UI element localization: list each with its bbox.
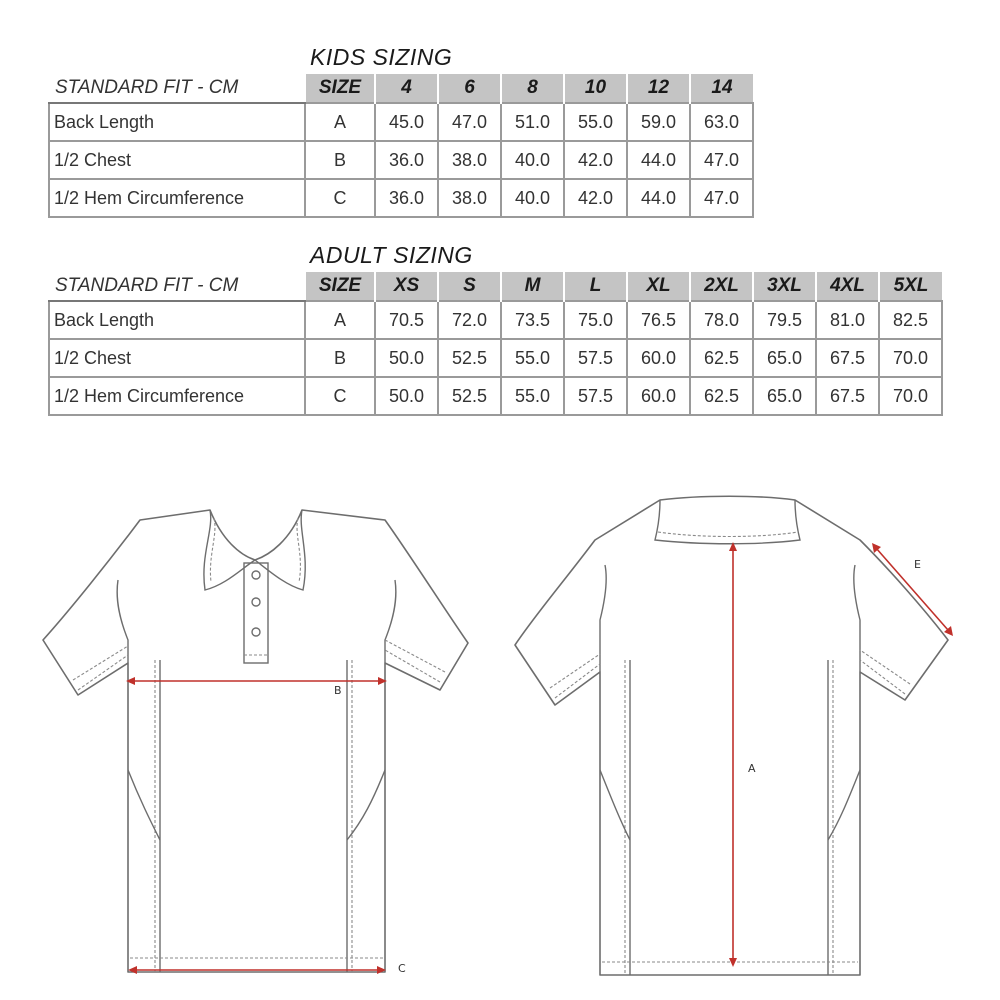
measurement-label: 1/2 Hem Circumference	[49, 377, 305, 415]
measurement-code: A	[305, 301, 375, 339]
label-a: A	[748, 762, 756, 775]
adult-size-col-header: XL	[627, 272, 690, 301]
adult-sizing-title: ADULT SIZING	[310, 242, 473, 268]
measurement-value: 55.0	[501, 377, 564, 415]
measurement-value: 72.0	[438, 301, 501, 339]
measurement-value: 50.0	[375, 377, 438, 415]
measurement-code: B	[305, 141, 375, 179]
adult-size-col-header: 2XL	[690, 272, 753, 301]
kids-header-row	[49, 74, 753, 103]
table-row	[49, 179, 753, 217]
kids-sizing-title: KIDS SIZING	[310, 44, 453, 70]
measurement-value: 38.0	[438, 179, 501, 217]
adult-size-table	[48, 272, 943, 416]
table-row	[49, 103, 753, 141]
measurement-label: Back Length	[49, 301, 305, 339]
measurement-value: 55.0	[564, 103, 627, 141]
measurement-value: 75.0	[564, 301, 627, 339]
measurement-value: 47.0	[438, 103, 501, 141]
kids-size-header: SIZE	[305, 74, 375, 103]
measurement-value: 57.5	[564, 339, 627, 377]
measurement-label: 1/2 Chest	[49, 339, 305, 377]
measurement-value: 60.0	[627, 377, 690, 415]
measurement-code: C	[305, 377, 375, 415]
measurement-value: 67.5	[816, 339, 879, 377]
measurement-value: 70.5	[375, 301, 438, 339]
measurement-value: 55.0	[501, 339, 564, 377]
measurement-value: 76.5	[627, 301, 690, 339]
measurement-value: 40.0	[501, 179, 564, 217]
front-shirt-illustration	[43, 510, 468, 972]
adult-fit-label: STANDARD FIT - CM	[49, 272, 305, 301]
kids-size-table	[48, 74, 754, 218]
measurement-value: 67.5	[816, 377, 879, 415]
kids-size-col-header: 8	[501, 74, 564, 103]
measurement-value: 70.0	[879, 339, 942, 377]
adult-header-row	[49, 272, 942, 301]
garment-diagrams	[0, 420, 1000, 1000]
measurement-value: 63.0	[690, 103, 753, 141]
measurement-value: 79.5	[753, 301, 816, 339]
table-row	[49, 339, 942, 377]
measurement-value: 47.0	[690, 141, 753, 179]
measurement-value: 42.0	[564, 179, 627, 217]
kids-size-col-header: 10	[564, 74, 627, 103]
measurement-code: A	[305, 103, 375, 141]
kids-fit-label: STANDARD FIT - CM	[49, 74, 305, 103]
kids-size-col-header: 4	[375, 74, 438, 103]
table-row	[49, 301, 942, 339]
measurement-value: 44.0	[627, 179, 690, 217]
measurement-value: 65.0	[753, 377, 816, 415]
measurement-value: 78.0	[690, 301, 753, 339]
table-row	[49, 141, 753, 179]
measurement-value: 57.5	[564, 377, 627, 415]
measurement-value: 40.0	[501, 141, 564, 179]
measurement-value: 51.0	[501, 103, 564, 141]
kids-size-col-header: 12	[627, 74, 690, 103]
adult-size-col-header: 4XL	[816, 272, 879, 301]
measurement-label: Back Length	[49, 103, 305, 141]
measurement-label: 1/2 Hem Circumference	[49, 179, 305, 217]
measurement-code: C	[305, 179, 375, 217]
label-e: E	[914, 558, 921, 571]
table-row	[49, 377, 942, 415]
measurement-value: 62.5	[690, 377, 753, 415]
measurement-value: 73.5	[501, 301, 564, 339]
measurement-code: B	[305, 339, 375, 377]
back-shirt-illustration	[515, 496, 948, 975]
measurement-value: 70.0	[879, 377, 942, 415]
measurement-value: 60.0	[627, 339, 690, 377]
measurement-value: 38.0	[438, 141, 501, 179]
label-c: C	[398, 962, 406, 975]
adult-size-col-header: S	[438, 272, 501, 301]
adult-size-col-header: L	[564, 272, 627, 301]
measurement-value: 42.0	[564, 141, 627, 179]
adult-size-col-header: XS	[375, 272, 438, 301]
adult-size-header: SIZE	[305, 272, 375, 301]
kids-size-col-header: 6	[438, 74, 501, 103]
measurement-value: 65.0	[753, 339, 816, 377]
measurement-value: 36.0	[375, 179, 438, 217]
measurement-value: 82.5	[879, 301, 942, 339]
label-b: B	[334, 684, 342, 697]
measurement-value: 62.5	[690, 339, 753, 377]
measurement-value: 47.0	[690, 179, 753, 217]
measurement-label: 1/2 Chest	[49, 141, 305, 179]
measurement-value: 45.0	[375, 103, 438, 141]
measurement-value: 36.0	[375, 141, 438, 179]
measurement-value: 81.0	[816, 301, 879, 339]
measurement-value: 50.0	[375, 339, 438, 377]
measurement-value: 44.0	[627, 141, 690, 179]
adult-size-col-header: M	[501, 272, 564, 301]
measurement-value: 52.5	[438, 339, 501, 377]
adult-size-col-header: 3XL	[753, 272, 816, 301]
kids-size-col-header: 14	[690, 74, 753, 103]
measurement-value: 59.0	[627, 103, 690, 141]
measurement-value: 52.5	[438, 377, 501, 415]
adult-size-col-header: 5XL	[879, 272, 942, 301]
